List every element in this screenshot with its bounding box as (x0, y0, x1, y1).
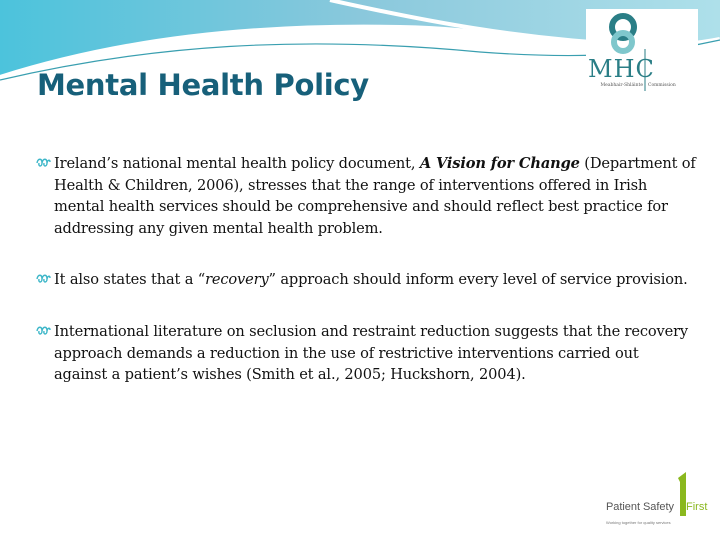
mhc-swirl-icon (586, 9, 698, 94)
svg-text:Patient Safety: Patient Safety (606, 501, 674, 513)
patient-safety-first-logo (606, 472, 708, 532)
svg-text:MHC: MHC (588, 55, 655, 83)
bullet-item: International literature on seclusion and restraint reduction suggests that the recovery approach demands a reduction in the use of restrictive interventions carried out against a patient’s wishes (Smith et al., 2005; Huckshorn, 2004). (36, 321, 696, 386)
svg-text:First: First (686, 501, 708, 513)
bullet-icon (36, 274, 51, 284)
svg-text:Working together for quality s: Working together for quality services (606, 520, 671, 525)
svg-text:Meabhair-Shláinte: Meabhair-Shláinte (600, 83, 643, 88)
svg-text:Commission: Commission (648, 83, 676, 88)
bullet-item: Ireland’s national mental health policy document, A Vision for Change (Department of Health & Children, 2006), stresses that the range of interventions offered in Irish mental health services should be comprehensive and should reflect best practice for addressing any given mental health problem. (36, 153, 696, 239)
bullet-icon (36, 158, 51, 168)
slide-title: Mental Health Policy (37, 68, 369, 102)
bullet-list (36, 153, 696, 416)
number-one-icon (678, 472, 686, 516)
bullet-item: It also states that a “recovery” approach should inform every level of service provision. (36, 269, 696, 291)
mhc-logo (586, 9, 698, 94)
bullet-icon (36, 326, 51, 336)
